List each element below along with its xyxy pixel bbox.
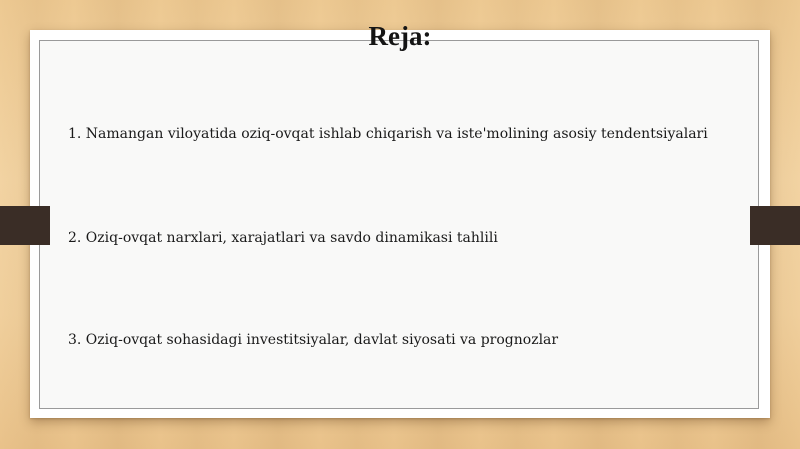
plan-item-2: 2. Oziq-ovqat narxlari, xarajatlari va savdo dinamikasi tahlili <box>68 230 498 246</box>
slide-content-area <box>39 40 759 409</box>
slide-title: Reja: <box>368 21 432 51</box>
plan-item-1: 1. Namangan viloyatida oziq-ovqat ishlab chiqarish va iste'molining asosiy tendentsiyalari <box>68 126 708 142</box>
left-decorative-tab <box>0 206 50 245</box>
plan-item-3: 3. Oziq-ovqat sohasidagi investitsiyalar, davlat siyosati va prognozlar <box>68 332 559 348</box>
right-decorative-tab <box>750 206 800 245</box>
